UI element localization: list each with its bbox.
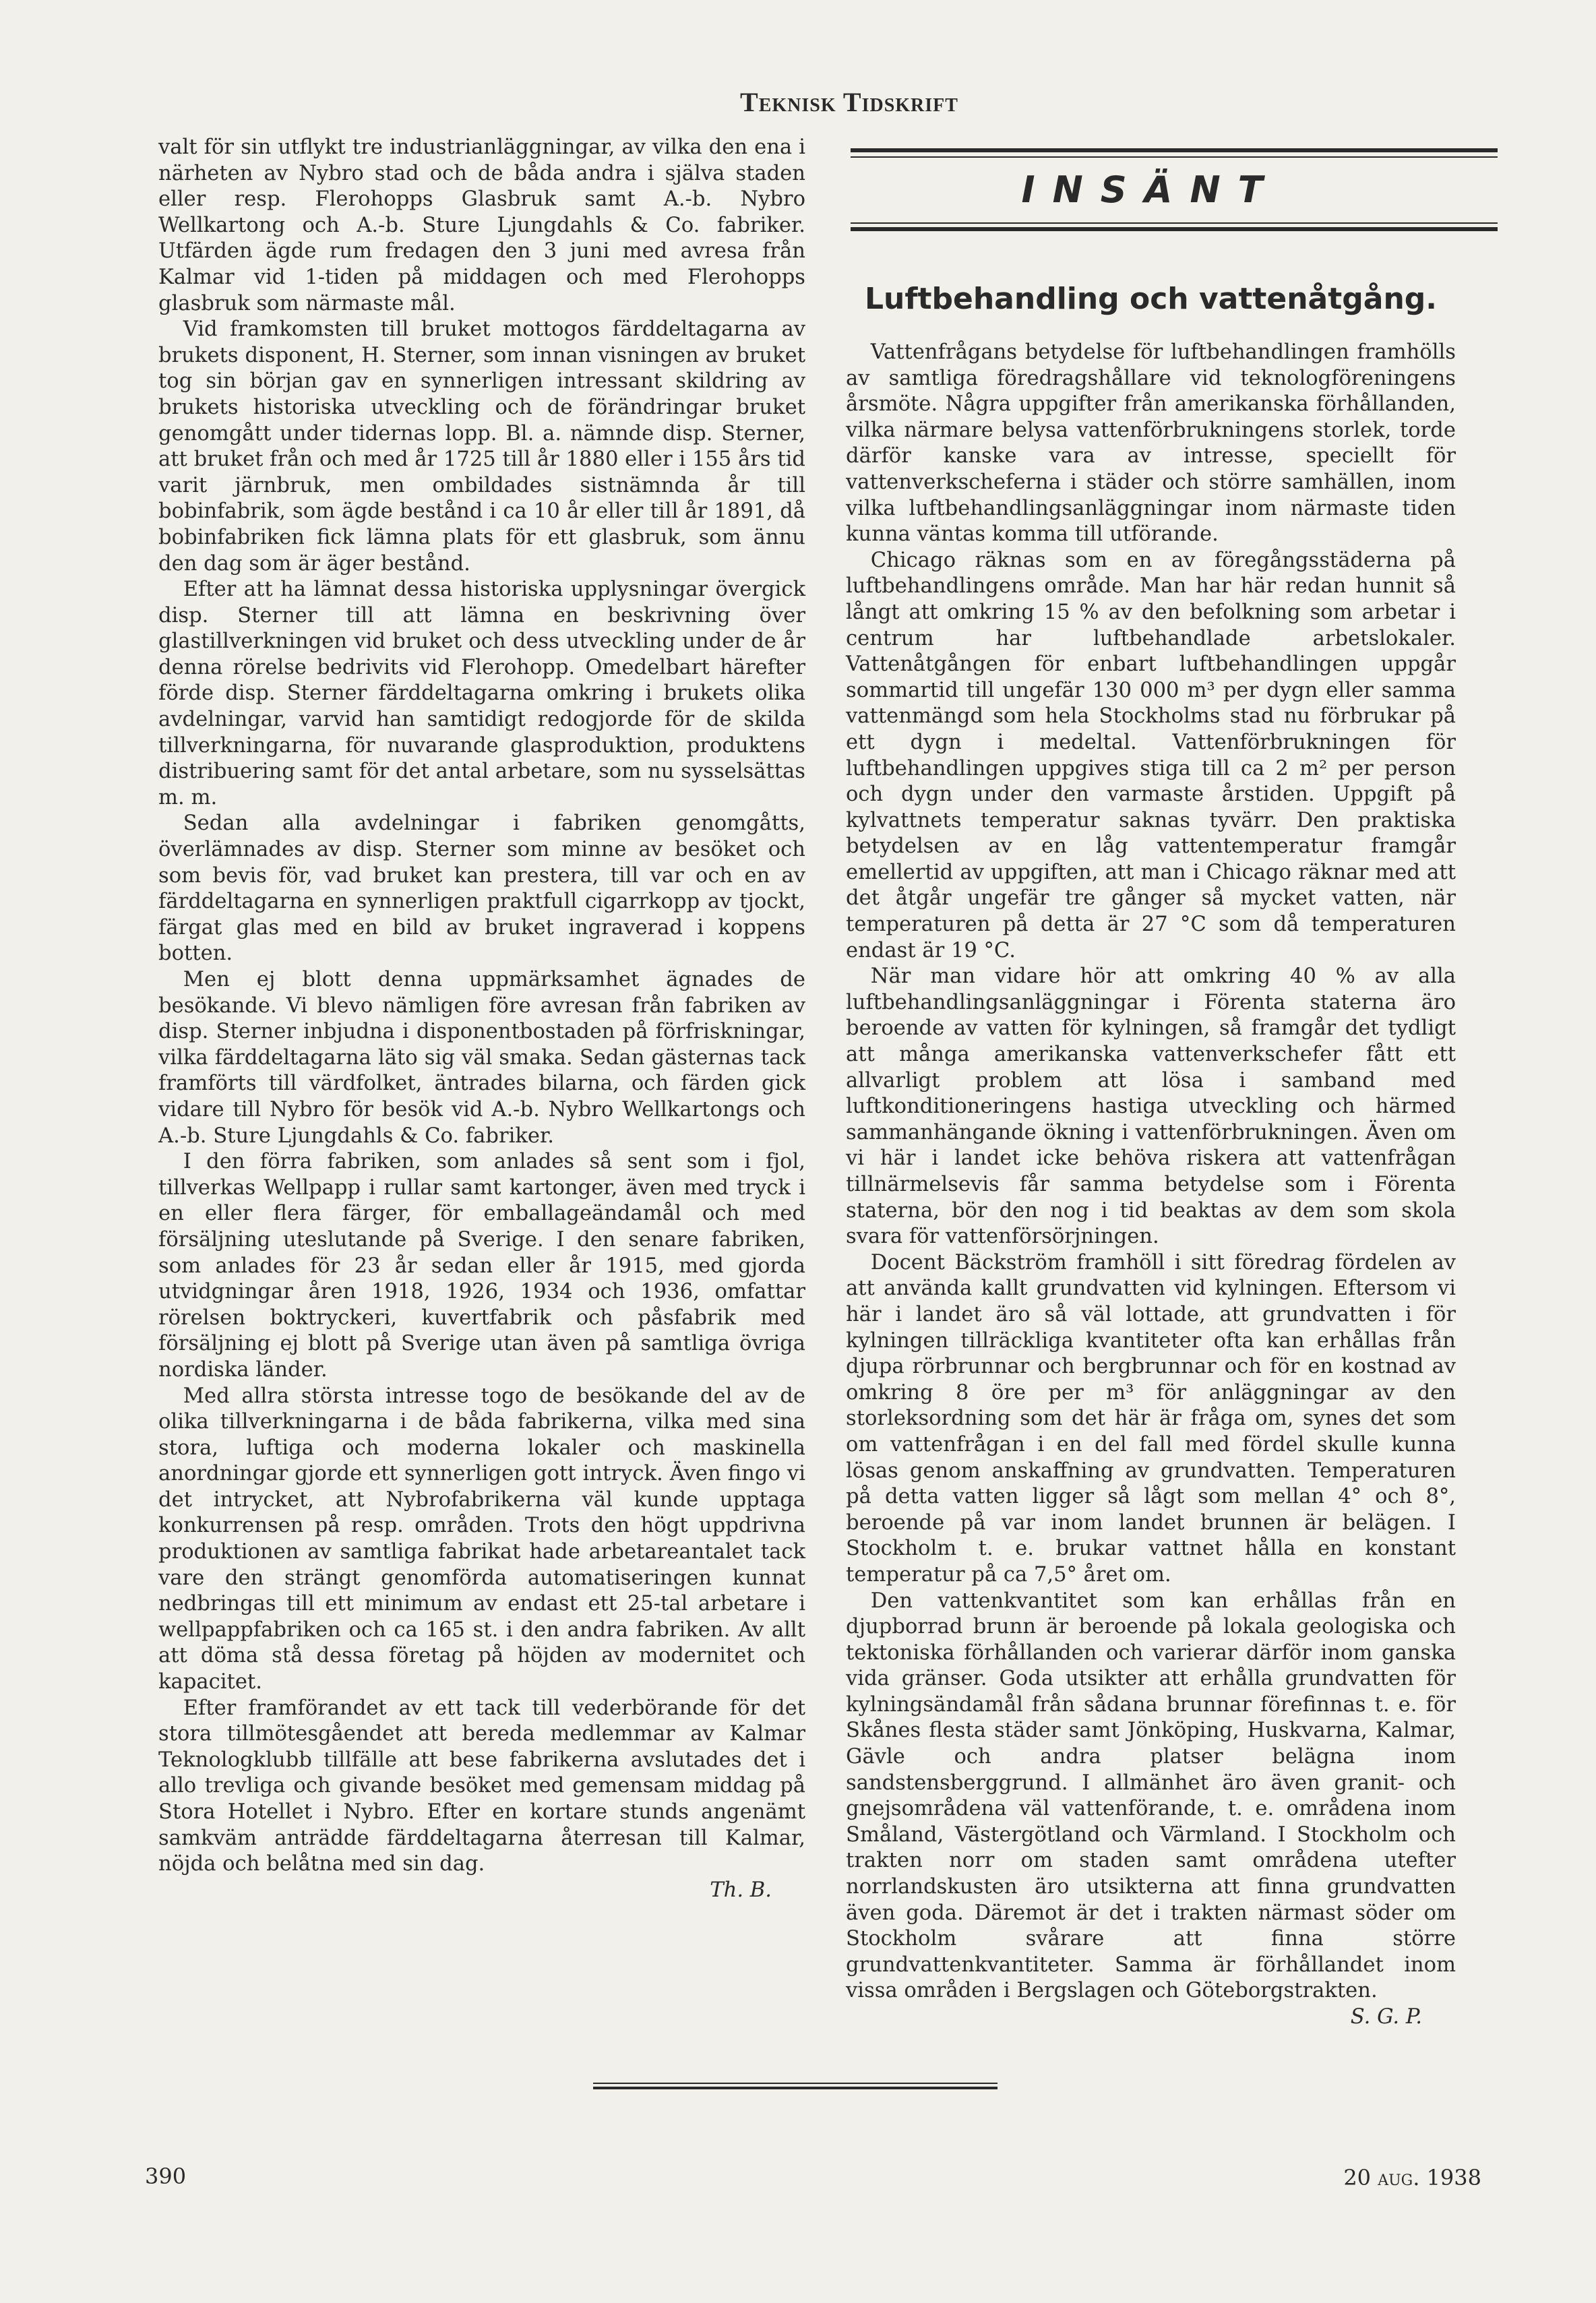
right-signature: S. G. P. <box>1350 2005 1422 2029</box>
left-paragraph-7: Med allra största intresse togo de besökande del av de olika tillverkningarna i de båda fabrikerna, vilka med sina stora, luftiga och moderna lokaler och maskinella anordningar gjorde ett synnerligen gott intryck. Även fingo vi det intrycket, att Nybrofabrikerna väl kunde upptaga konkurrensen på resp. områden. Trots den högt uppdrivna produktionen av samtliga fabrikat hade arbetareantalet tack vare den strängt genomförda automatiseringen kunnat nedbringas till ett minimum av endast ett 25-tal arbetare i wellpappfabriken och ca 165 st. i den andra fabriken. Av allt att döma stå dessa företag på höjden av modernitet och kapacitet. <box>158 1384 805 1694</box>
insant-top-rule-thick <box>851 148 1498 152</box>
journal-masthead: Teknisk Tidskrift <box>740 87 958 117</box>
left-paragraph-8: Efter framförandet av ett tack till vederbörande för det stora tillmötesgåendet att bereda medlemmar av Kalmar Teknologklubb tillfälle att bese fabrikerna avslutades det i allo trevliga och givande besöket med gemensam middag på Stora Hotellet i Nybro. Efter en kortare stunds angenämt samkväm anträdde färddeltagarna återresan till Kalmar, nöjda och belåtna med sin dag. <box>158 1696 805 1876</box>
page-number: 390 <box>145 2163 187 2189</box>
insant-bottom-rule-thick <box>851 227 1498 231</box>
section-heading: INSÄNT <box>1021 168 1281 211</box>
left-column <box>158 135 805 1903</box>
footer-rule-thin <box>593 2083 998 2084</box>
right-paragraph-3: När man vidare hör att omkring 40 % av alla luftbehandlingsanläggningar i Förenta staterna äro beroende av vatten för kylningen, så framgår det tydligt att många amerikanska vattenverkschefer fått ett allvarligt problem att lösa i samband med luftkonditioneringens hastiga utveckling och härmed sammanhängande ökning i vattenförbrukningen. Även om vi här i landet icke behöva riskera att vattenfrågan tillnärmelsevis får samma betydelse som i Förenta staterna, bör den nog i tid beaktas av dem som skola svara för vattenförsörjningen. <box>846 964 1456 1249</box>
right-paragraph-2: Chicago räknas som en av föregångsstäderna på luftbehandlingens område. Man har här redan hunnit så långt att omkring 15 % av den befolkning som arbetar i centrum har luftbehandlade arbetslokaler. Vattenåtgången för enbart luftbehandlingen uppgår sommartid till ungefär 130 000 m³ per dygn eller samma vattenmängd som hela Stockholms stad nu förbrukar på ett dygn i medeltal. Vattenförbrukningen för luftbehandlingen uppgives stiga till ca 2 m² per person och dygn under den varmaste årstiden. Uppgift på kylvattnets temperatur saknas tyvärr. Den praktiska betydelsen av en låg vattentemperatur framgår emellertid av uppgiften, att man i Chicago räknar med att det åtgår ungefär tre gånger så mycket vatten, när temperaturen på detta är 27 °C som då temperaturen endast är 19 °C. <box>846 548 1456 962</box>
issue-date-month: aug. <box>1378 2165 1420 2190</box>
left-paragraph-6: I den förra fabriken, som anlades så sent som i fjol, tillverkas Wellpapp i rullar samt kartonger, även med tryck i en eller flera färger, för emballageändamål och med försäljning uteslutande på Sverige. I den senare fabriken, som anlades för 23 år sedan eller år 1915, med gjorda utvidgningar åren 1918, 1926, 1934 och 1936, omfattar rörelsen boktryckeri, kuvertfabrik och påsfabrik med försäljning ej blott på Sverige utan även på samtliga övriga nordiska länder. <box>158 1150 805 1382</box>
issue-date-day: 20 <box>1343 2165 1372 2190</box>
left-paragraph-2: Vid framkomsten till bruket mottogos färddeltagarna av brukets disponent, H. Sterner, som innan visningen av bruket tog sin början gav en synnerligen intressant skildring av brukets historiska utveckling och de förändringar bruket genomgått under tidernas lopp. Bl. a. nämnde disp. Sterner, att bruket från och med år 1725 till år 1880 eller i 155 års tid varit järnbruk, men ombildades sistnämnda år till bobinfabrik, som ägde bestånd i ca 10 år eller till år 1891, då bobinfabriken fick lämna plats för ett glasbruk, som ännu den dag som är äger bestånd. <box>158 317 805 576</box>
insant-bottom-rule-thin <box>851 222 1498 224</box>
left-paragraph-4: Sedan alla avdelningar i fabriken genomgåtts, överlämnades av disp. Sterner som minne av besöket och som bevis för, vad bruket kan prestera, till var och en av färddeltagarna en synnerligen praktfull cigarrkopp av tjockt, färgat glas med en bild av bruket ingraverad i koppens botten. <box>158 811 805 966</box>
right-paragraph-4: Docent Bäckström framhöll i sitt föredrag fördelen av att använda kallt grundvatten vid kylningen. Eftersom vi här i landet äro så väl lottade, att grundvatten i för kylningen tillräckliga kvantiteter ofta kan erhållas från djupa rörbrunnar och bergbrunnar och för en kostnad av omkring 8 öre per m³ för anläggningar av den storleksordning som det här är fråga om, synes det som om vattenfrågan i en del fall med fördel skulle kunna lösas genom anskaffning av grundvatten. Temperaturen på detta vatten ligger så lågt som mellan 4° och 8°, beroende på var inom landet brunnen är belägen. I Stockholm t. e. brukar vattnet hålla en konstant temperatur på ca 7,5° året om. <box>846 1250 1456 1587</box>
insant-top-rule-thin <box>851 156 1498 158</box>
left-signature: Th. B. <box>710 1878 772 1902</box>
issue-date-year: 1938 <box>1426 2165 1481 2190</box>
issue-date <box>1343 2165 1481 2190</box>
left-paragraph-3: Efter att ha lämnat dessa historiska upplysningar övergick disp. Sterner till att lämna en beskrivning över glastillverkningen vid bruket och dess utveckling under de år denna rörelse bedrivits vid Flerohopp. Omedelbart härefter förde disp. Sterner färddeltagarna omkring i brukets olika avdelningar, varvid han samtidigt redogjorde för de skilda tillverkningarna, för nuvarande glasproduktion, produktens distribuering samt för det antal arbetare, som nu sysselsättas m. m. <box>158 578 805 809</box>
right-paragraph-5: Den vattenkvantitet som kan erhållas från en djupborrad brunn är beroende på lokala geologiska och tektoniska förhållanden och varierar därför inom ganska vida gränser. Goda utsikter att erhålla grundvatten för kylningsändamål från sådana brunnar förefinnas t. e. för Skånes flesta städer samt Jönköping, Huskvarna, Kalmar, Gävle och andra platser belägna inom sandstensberggrund. I allmänhet äro även granit- och gnejsområdena väl vattenförande, t. e. områdena inom Småland, Västergötland och Värmland. I Stockholm och trakten norr om staden samt områdena utefter norrlandskusten äro utsikterna att finna grundvatten även goda. Däremot är det i trakten närmast söder om Stockholm svårare att finna större grundvattenkvantiteter. Samma är förhållandet inom vissa områden i Bergslagen och Göteborgstrakten. <box>846 1589 1456 2003</box>
footer-rule-thick <box>593 2087 998 2089</box>
right-paragraph-1: Vattenfrågans betydelse för luftbehandlingen framhölls av samtliga föredragshållare vid teknologföreningens årsmöte. Några uppgifter från amerikanska förhållanden, vilka närmare belysa vattenförbrukningens storlek, torde därför kanske vara av intresse, speciellt för vattenverkscheferna i städer och större samhällen, inom vilka luftbehandlingsanläggningar inom närmaste tiden kunna väntas komma till utförande. <box>846 340 1456 547</box>
right-column <box>846 340 1456 2031</box>
left-paragraph-1: valt för sin utflykt tre industrianläggningar, av vilka den ena i närheten av Nybro stad och de båda andra i själva staden eller resp. Flerohopps Glasbruk samt A.-b. Nybro Wellkartong och A.-b. Sture Ljungdahls & Co. fabriker. Utfärden ägde rum fredagen den 3 juni med avresa från Kalmar vid 1-tiden på middagen och med Flerohopps glasbruk som närmaste mål. <box>158 135 805 315</box>
article-title: Luftbehandling och vattenåtgång. <box>864 282 1438 316</box>
left-paragraph-5: Men ej blott denna uppmärksamhet ägnades de besökande. Vi blevo nämligen före avresan från fabriken av disp. Sterner inbjudna i disponentbostaden på förfriskningar, vilka färddeltagarna läto sig väl smaka. Sedan gästernas tack framförts till värdfolket, äntrades bilarna, och färden gick vidare till Nybro för besök vid A.-b. Nybro Wellkartongs och A.-b. Sture Ljungdahls & Co. fabriker. <box>158 968 805 1148</box>
